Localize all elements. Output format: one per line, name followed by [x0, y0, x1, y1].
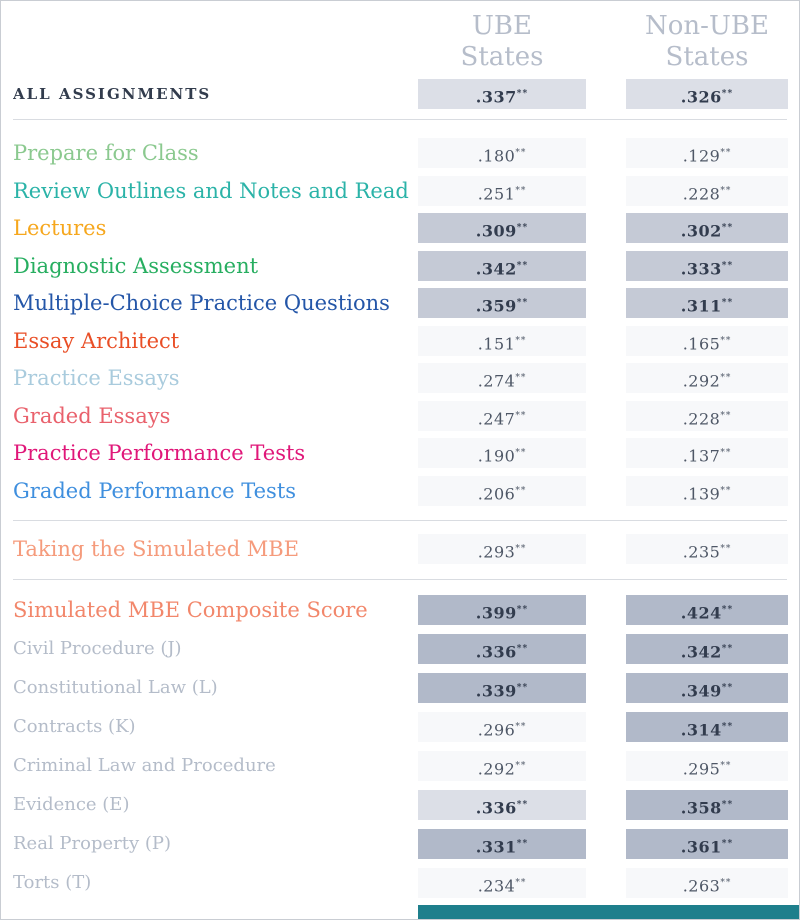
significance-stars: **: [721, 604, 734, 615]
section-divider: [13, 119, 787, 120]
assignment-label: Contracts (K): [13, 715, 136, 737]
assignment-row: [1, 868, 799, 898]
value-text: .302: [680, 221, 722, 241]
assignment-label: Graded Essays: [13, 403, 171, 428]
value-text: .293: [477, 541, 516, 561]
non-ube-value-cell: [626, 176, 788, 206]
ube-value-cell: [418, 673, 586, 703]
significance-stars: **: [515, 721, 527, 732]
non-ube-value-cell: [626, 712, 788, 742]
non-ube-value-cell: [626, 673, 788, 703]
assignment-label: Criminal Law and Procedure: [13, 754, 276, 776]
value-text: .247: [477, 408, 516, 428]
non-ube-value-cell: [626, 534, 788, 564]
value-text: .274: [477, 371, 516, 391]
significance-stars: **: [515, 185, 527, 196]
significance-stars: **: [721, 721, 734, 732]
value-text: .296: [477, 719, 516, 739]
significance-stars: **: [720, 485, 732, 496]
significance-stars: **: [516, 643, 529, 654]
value-text: .358: [680, 797, 722, 817]
value-text: .311: [680, 296, 722, 316]
value-text: .309: [475, 221, 517, 241]
non-ube-value-cell: [626, 829, 788, 859]
value-text: .235: [682, 541, 721, 561]
value-text: .359: [475, 296, 517, 316]
assignment-row: [1, 213, 799, 243]
value-text: .165: [682, 333, 721, 353]
assignment-label: Real Property (P): [13, 832, 172, 854]
assignment-label: Diagnostic Assessment: [13, 253, 259, 278]
ube-value-cell: [418, 438, 586, 468]
ube-value-cell: [418, 712, 586, 742]
value-text: .292: [477, 758, 516, 778]
assignments-section: [1, 138, 799, 506]
significance-stars: **: [516, 89, 529, 99]
significance-stars: **: [721, 260, 734, 271]
assignment-row: [1, 634, 799, 664]
significance-stars: **: [720, 148, 732, 158]
assignment-label: Review Outlines and Notes and Read: [13, 178, 409, 203]
significance-stars: **: [721, 682, 734, 693]
significance-stars: **: [516, 223, 529, 233]
non-ube-value-cell: [626, 251, 788, 281]
significance-stars: **: [516, 260, 529, 271]
non-ube-value-cell: [626, 401, 788, 431]
non-ube-value-cell: [626, 595, 788, 625]
value-text: .336: [475, 641, 517, 661]
all-assignments-ube-value-cell: [418, 79, 586, 109]
column-headers: [1, 1, 799, 73]
column-header-ube-states: [418, 11, 586, 73]
value-text: .331: [475, 836, 517, 856]
assignment-row: [1, 534, 799, 564]
non-ube-value-cell: [626, 213, 788, 243]
ube-value-cell: [418, 534, 586, 564]
column-header-line: UBE: [472, 11, 532, 41]
significance-stars: **: [721, 223, 734, 233]
non-ube-value-cell: [626, 138, 788, 168]
significance-stars: **: [721, 298, 734, 308]
value-text: .228: [682, 183, 721, 203]
significance-stars: **: [721, 89, 734, 99]
column-header-line: States: [460, 42, 544, 72]
assignment-row: [1, 673, 799, 703]
significance-stars: **: [515, 448, 527, 458]
value-text: .228: [682, 408, 721, 428]
value-text: .190: [477, 446, 516, 466]
value-text: .206: [477, 483, 516, 503]
value-text: .234: [477, 875, 516, 895]
value-text: .314: [680, 719, 722, 739]
value-text: .349: [680, 680, 722, 700]
assignment-label: Simulated MBE Composite Score: [13, 597, 368, 622]
non-ube-value-cell: [626, 790, 788, 820]
significance-stars: **: [721, 838, 734, 849]
ube-value-cell: [418, 138, 586, 168]
assignment-label: Graded Performance Tests: [13, 478, 297, 503]
assignment-row: [1, 251, 799, 281]
significance-stars: **: [720, 448, 732, 458]
significance-stars: **: [720, 543, 732, 554]
value-text: .361: [680, 836, 722, 856]
non-ube-value-cell: [626, 476, 788, 506]
assignment-row: [1, 751, 799, 781]
assignment-label: Multiple-Choice Practice Questions: [13, 291, 390, 315]
value-text: .129: [682, 146, 721, 166]
significance-stars: **: [515, 760, 527, 771]
simulated-mbe-section: [1, 534, 799, 564]
ube-value-cell: [418, 476, 586, 506]
significance-stars: **: [515, 335, 527, 346]
ube-value-cell: [418, 829, 586, 859]
assignment-row: [1, 829, 799, 859]
assignment-label: Essay Architect: [13, 328, 180, 353]
value-text: .342: [680, 641, 722, 661]
significance-stars: **: [516, 838, 529, 849]
ube-value-cell: [418, 363, 586, 393]
assignment-label: Civil Procedure (J): [13, 637, 182, 659]
column-header-line: Non-UBE: [645, 11, 769, 41]
non-ube-value-cell: [626, 363, 788, 393]
ube-value-cell: [418, 213, 586, 243]
assignment-row: [1, 712, 799, 742]
significance-stars: **: [515, 877, 527, 888]
value-text: .180: [477, 146, 516, 166]
assignment-label: Prepare for Class: [13, 141, 199, 165]
significance-stars: **: [515, 543, 527, 554]
assignment-row: [1, 401, 799, 431]
assignment-label: Evidence (E): [13, 793, 130, 815]
ube-value-cell: [418, 176, 586, 206]
value-text: .295: [682, 758, 721, 778]
non-ube-value-cell: [626, 634, 788, 664]
value-text: .424: [680, 602, 722, 622]
value-text: .137: [682, 446, 721, 466]
ube-value-cell: [418, 790, 586, 820]
non-ube-value-cell: [626, 868, 788, 898]
assignment-row: [1, 288, 799, 318]
value-text: .139: [682, 483, 721, 503]
significance-stars: **: [516, 799, 529, 810]
significance-stars: **: [720, 335, 732, 346]
significance-stars: **: [721, 643, 734, 654]
ube-value-cell: [418, 288, 586, 318]
assignment-label: Torts (T): [13, 871, 92, 893]
significance-stars: **: [515, 148, 527, 158]
ube-value-cell: [418, 595, 586, 625]
value-text: .292: [682, 371, 721, 391]
value-text: .399: [475, 602, 517, 622]
assignment-label: Practice Performance Tests: [13, 441, 306, 465]
ube-value-cell: [418, 868, 586, 898]
all-assignments-non-ube-value-cell: [626, 79, 788, 109]
significance-stars: **: [720, 185, 732, 196]
value-text: .337: [475, 87, 517, 107]
assignment-row: [1, 176, 799, 206]
non-ube-value-cell: [626, 326, 788, 356]
assignment-row: [1, 363, 799, 393]
value-text: .251: [477, 183, 516, 203]
section-divider: [13, 579, 787, 580]
column-header-non-ube-states: [626, 11, 788, 73]
assignment-label: Constitutional Law (L): [13, 676, 218, 698]
column-header-line: States: [665, 42, 749, 72]
composite-score-section: [1, 595, 799, 898]
ube-value-cell: [418, 401, 586, 431]
assignment-row: [1, 138, 799, 168]
significance-stars: **: [720, 760, 732, 771]
assignment-label: Lectures: [13, 216, 107, 240]
ube-value-cell: [418, 634, 586, 664]
assignment-row: [1, 476, 799, 506]
significance-stars: **: [516, 682, 529, 693]
ube-value-cell: [418, 326, 586, 356]
significance-stars: **: [515, 410, 527, 421]
assignment-row: [1, 326, 799, 356]
assignment-label: Taking the Simulated MBE: [13, 536, 300, 561]
non-ube-value-cell: [626, 288, 788, 318]
significance-stars: **: [720, 877, 732, 888]
significance-stars: **: [515, 373, 527, 383]
ube-value-cell: [418, 251, 586, 281]
assignment-row: [1, 595, 799, 625]
teal-accent-bar: [418, 905, 799, 919]
ube-value-cell: [418, 751, 586, 781]
all-assignments-label: ALL ASSIGNMENTS: [13, 85, 212, 103]
significance-stars: **: [516, 604, 529, 615]
all-assignments-row: [1, 79, 799, 109]
significance-stars: **: [720, 410, 732, 421]
value-text: .333: [680, 258, 722, 278]
significance-stars: **: [515, 485, 527, 496]
assignment-row: [1, 438, 799, 468]
assignment-row: [1, 790, 799, 820]
value-text: .326: [680, 87, 722, 107]
section-divider: [13, 520, 787, 521]
value-text: .151: [477, 333, 516, 353]
assignment-label: Practice Essays: [13, 366, 180, 390]
significance-stars: **: [720, 373, 732, 383]
significance-stars: **: [721, 799, 734, 810]
non-ube-value-cell: [626, 438, 788, 468]
value-text: .339: [475, 680, 517, 700]
value-text: .342: [475, 258, 517, 278]
value-text: .263: [682, 875, 721, 895]
non-ube-value-cell: [626, 751, 788, 781]
significance-stars: **: [516, 298, 529, 308]
value-text: .336: [475, 797, 517, 817]
